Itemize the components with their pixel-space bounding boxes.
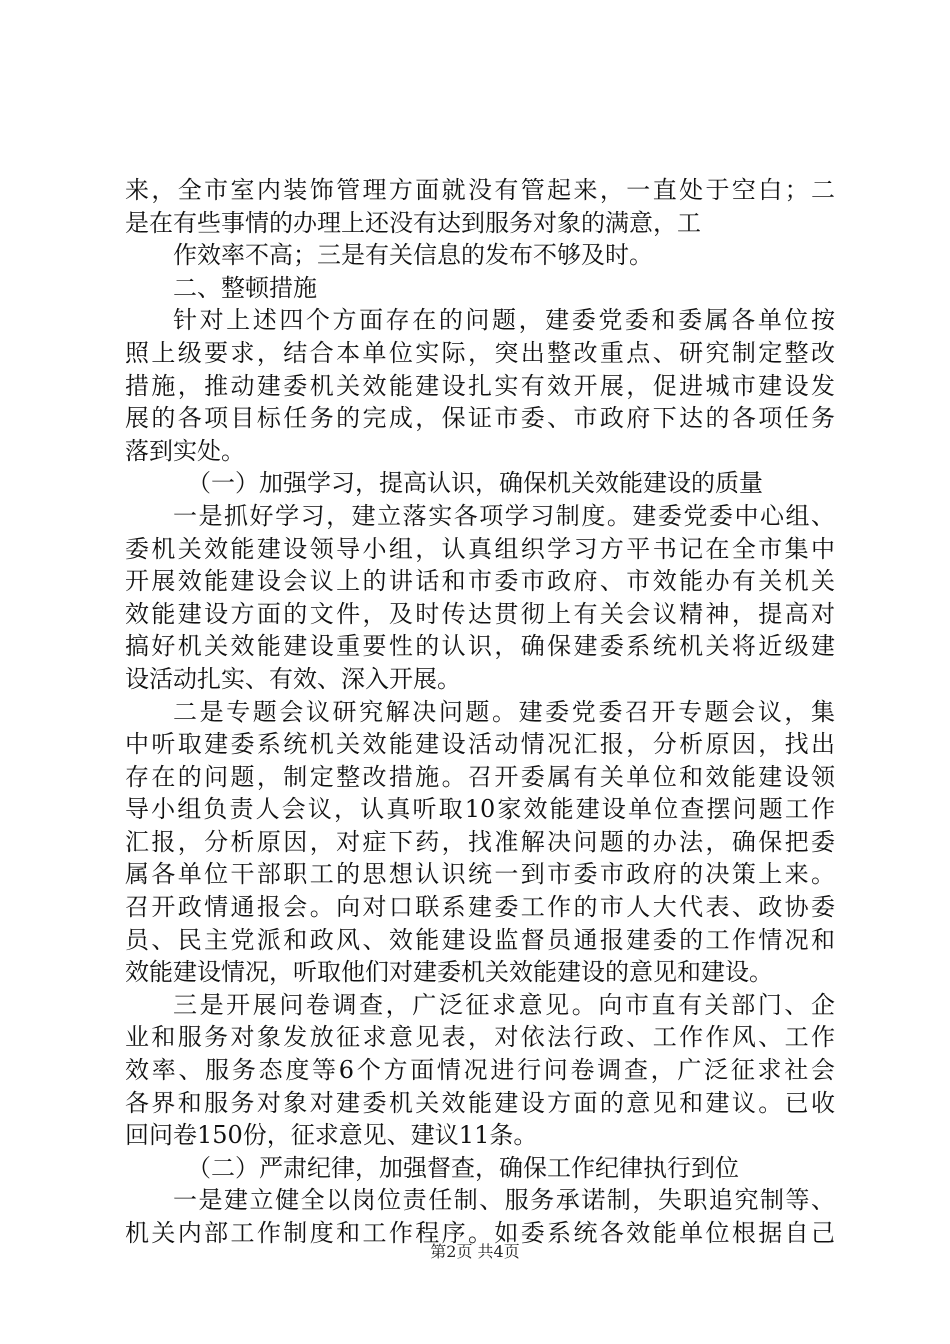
text-line: （一）加强学习，提高认识，确保机关效能建设的质量 (187, 469, 763, 498)
text-line: 各界和服务对象对建委机关效能建设方面的意见和建议。已收 (125, 1088, 835, 1117)
page-footer: 第2页 共4页 (430, 1242, 520, 1261)
text-line: 措施，推动建委机关效能建设扎实有效开展，促进城市建设发 (125, 371, 835, 400)
text-line: 员、民主党派和政风、效能建设监督员通报建委的工作情况和 (125, 925, 835, 954)
text-line: 作效率不高；三是有关信息的发布不够及时。 (173, 241, 653, 270)
text-line: 中听取建委系统机关效能建设活动情况汇报，分析原因，找出 (125, 730, 835, 759)
text-line: 开展效能建设会议上的讲话和市委市政府、市效能办有关机关 (125, 567, 835, 596)
text-line: 回问卷150份，征求意见、建议11条。 (125, 1121, 538, 1150)
text-line: 机关内部工作制度和工作程序。如委系统各效能单位根据自己 (125, 1219, 835, 1247)
text-line: 导小组负责人会议，认真听取10家效能建设单位查摆问题工作 (125, 795, 835, 824)
text-line: 存在的问题，制定整改措施。召开委属有关单位和效能建设领 (125, 762, 835, 791)
text-line: 二、整顿措施 (173, 273, 317, 302)
text-line: 汇报，分析原因，对症下药，找准解决问题的办法，确保把委 (125, 827, 835, 856)
text-line: 属各单位干部职工的思想认识统一到市委市政府的决策上来。 (125, 860, 835, 889)
text-line: 三是开展问卷调查，广泛征求意见。向市直有关部门、企 (173, 990, 835, 1019)
text-line: 落到实处。 (125, 436, 245, 465)
text-line: 来，全市室内装饰管理方面就没有管起来，一直处于空白；二 (125, 176, 835, 204)
text-line: 针对上述四个方面存在的问题，建委党委和委属各单位按 (173, 306, 835, 335)
text-line: 搞好机关效能建设重要性的认识，确保建委系统机关将近级建 (125, 632, 835, 661)
text-line: 业和服务对象发放征求意见表，对依法行政、工作作风、工作 (125, 1023, 835, 1052)
text-line: 效能建设情况，听取他们对建委机关效能建设的意见和建设。 (125, 958, 773, 987)
text-line: 照上级要求，结合本单位实际，突出整改重点、研究制定整改 (125, 338, 835, 367)
text-line: 一是建立健全以岗位责任制、服务承诺制，失职追究制等、 (173, 1186, 835, 1215)
text-line: 委机关效能建设领导小组，认真组织学习方平书记在全市集中 (125, 534, 835, 563)
text-line: （二）严肃纪律，加强督查，确保工作纪律执行到位 (187, 1153, 739, 1182)
text-line: 是在有些事情的办理上还没有达到服务对象的满意，工 (125, 208, 701, 237)
text-line: 展的各项目标任务的完成，保证市委、市政府下达的各项任务 (125, 404, 835, 433)
document-body (125, 174, 835, 1250)
text-line: 一是抓好学习，建立落实各项学习制度。建委党委中心组、 (173, 501, 835, 530)
text-line: 二是专题会议研究解决问题。建委党委召开专题会议，集 (173, 697, 835, 726)
text-line: 召开政情通报会。向对口联系建委工作的市人大代表、政协委 (125, 893, 835, 922)
text-line: 效率、服务态度等6个方面情况进行问卷调查，广泛征求社会 (125, 1056, 835, 1085)
text-line: 效能建设方面的文件，及时传达贯彻上有关会议精神，提高对 (125, 599, 835, 628)
text-line: 设活动扎实、有效、深入开展。 (125, 664, 461, 693)
